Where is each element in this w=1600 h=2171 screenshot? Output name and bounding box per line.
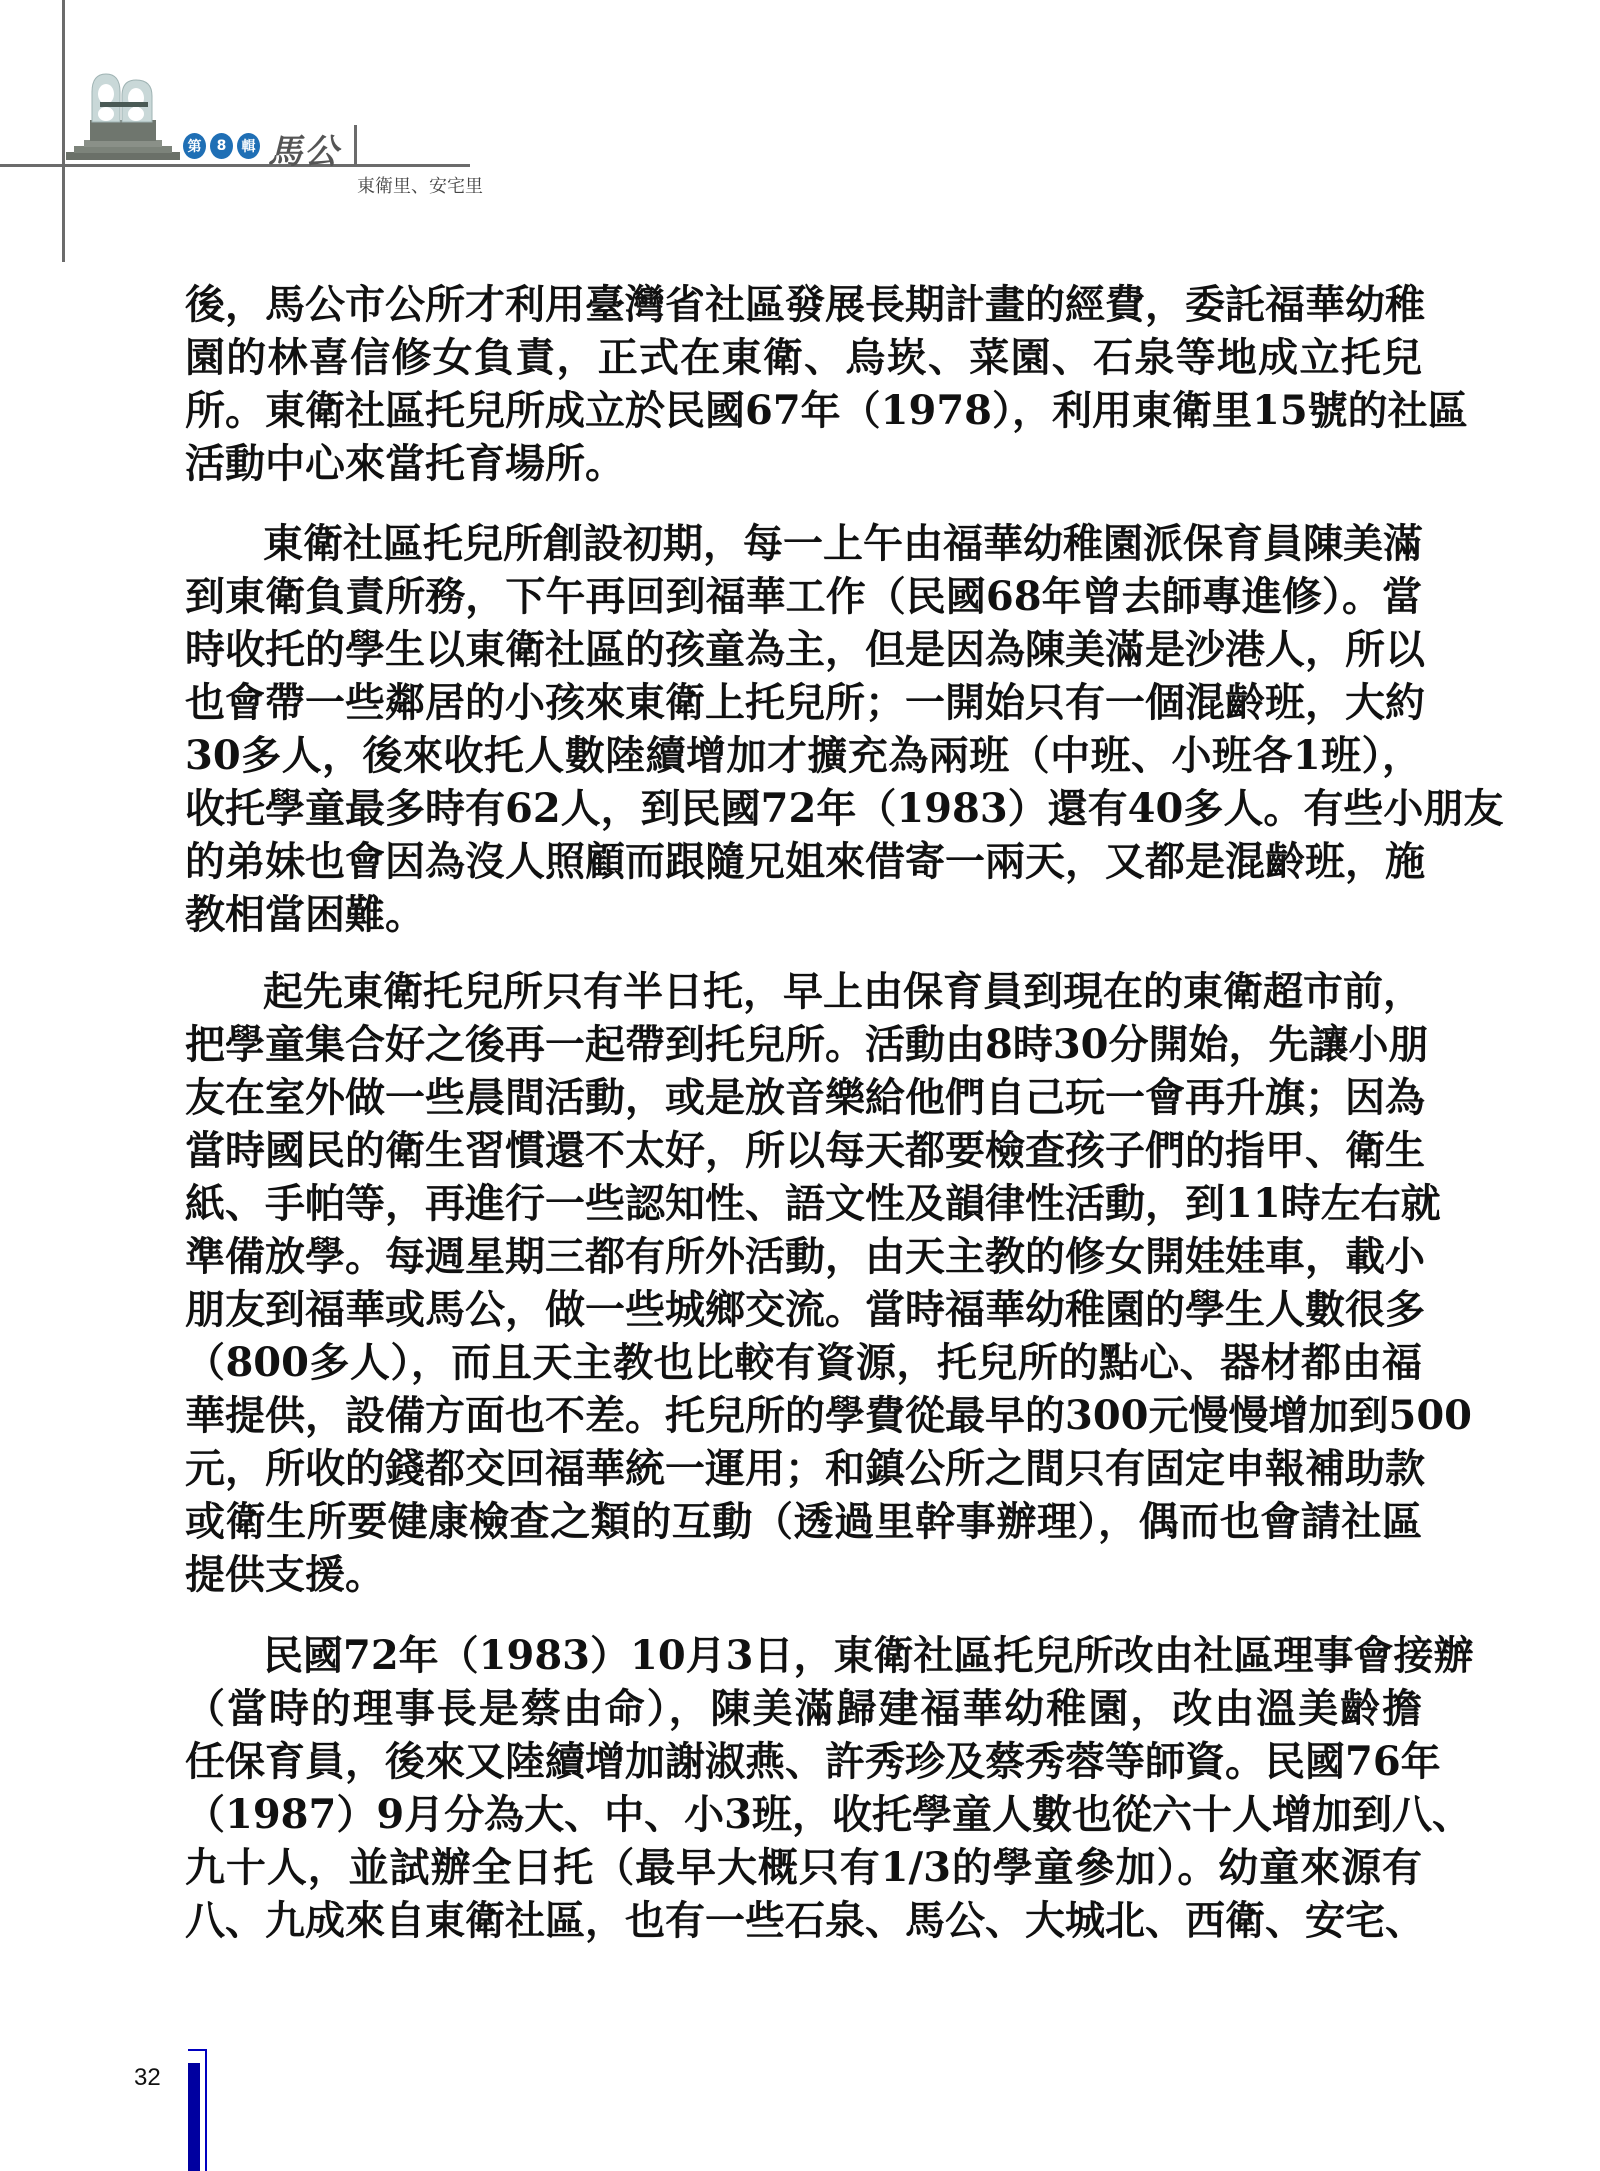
paragraph-line: 當時國民的衛生習慣還不太好，所以每天都要檢查孩子們的指甲、衛生 bbox=[185, 1127, 1425, 1174]
paragraph-line: 朋友到福華或馬公，做一些城鄉交流。當時福華幼稚園的學生人數很多 bbox=[185, 1286, 1425, 1333]
header-separator bbox=[354, 125, 357, 165]
paragraph-line: 到東衛負責所務，下午再回到福華工作（民國68年曾去師專進修）。當 bbox=[185, 573, 1422, 620]
paragraph-line: 八、九成來自東衛社區，也有一些石泉、馬公、大城北、西衛、安宅、 bbox=[185, 1897, 1425, 1944]
paragraph-line: 所。東衛社區托兒所成立於民國67年（1978），利用東衛里15號的社區 bbox=[185, 387, 1468, 434]
badge-char: 第 bbox=[183, 133, 206, 159]
header-horizontal-rule bbox=[0, 164, 470, 167]
paragraph-line: 的弟妹也會因為沒人照顧而跟隨兄姐來借寄一兩天，又都是混齡班，施 bbox=[185, 838, 1425, 885]
paragraph-line: 收托學童最多時有62人，到民國72年（1983）還有40多人。有些小朋友 bbox=[185, 785, 1504, 832]
paragraph-line: 元，所收的錢都交回福華統一運用；和鎮公所之間只有固定申報補助款 bbox=[185, 1445, 1425, 1492]
page-frame-line bbox=[188, 2049, 207, 2051]
volume-badge bbox=[183, 133, 260, 159]
badge-char: 輯 bbox=[237, 133, 260, 159]
paragraph-line: 時收托的學生以東衛社區的孩童為主，但是因為陳美滿是沙港人，所以 bbox=[185, 626, 1425, 673]
paragraph-line: （1987）9月分為大、中、小3班，收托學童人數也從六十人增加到八、 bbox=[185, 1791, 1472, 1838]
paragraph-line: 起先東衛托兒所只有半日托，早上由保育員到現在的東衛超市前， bbox=[263, 968, 1423, 1015]
paragraph-line: 也會帶一些鄰居的小孩來東衛上托兒所；一開始只有一個混齡班，大約 bbox=[185, 679, 1425, 726]
paragraph-line: 紙、手帕等，再進行一些認知性、語文性及韻律性活動，到11時左右就 bbox=[185, 1180, 1441, 1227]
margin-vertical-rule bbox=[62, 0, 65, 262]
chapter-subtitle: 東衛里、安宅里 bbox=[357, 176, 483, 197]
paragraph-line: 準備放學。每週星期三都有所外活動，由天主教的修女開娃娃車，載小 bbox=[185, 1233, 1425, 1280]
paragraph-line: 東衛社區托兒所創設初期，每一上午由福華幼稚園派保育員陳美滿 bbox=[263, 520, 1423, 567]
paragraph-line: （800多人），而且天主教也比較有資源，托兒所的點心、器材都由福 bbox=[185, 1339, 1422, 1386]
monument-logo-icon bbox=[66, 72, 180, 160]
paragraph-line: 或衛生所要健康檢查之類的互動（透過里幹事辦理），偶而也會請社區 bbox=[185, 1498, 1422, 1545]
paragraph-line: 友在室外做一些晨間活動，或是放音樂給他們自己玩一會再升旗；因為 bbox=[185, 1074, 1425, 1121]
page-number: 32 bbox=[134, 2064, 161, 2091]
paragraph-line: 後，馬公市公所才利用臺灣省社區發展長期計畫的經費，委託福華幼稚 bbox=[185, 281, 1425, 328]
badge-number: 8 bbox=[210, 133, 233, 159]
paragraph-line: 園的林喜信修女負責，正式在東衛、烏崁、菜園、石泉等地成立托兒 bbox=[185, 334, 1422, 381]
paragraph-line: 30多人，後來收托人數陸續增加才擴充為兩班（中班、小班各1班）， bbox=[185, 732, 1422, 779]
paragraph-line: 民國72年（1983）10月3日，東衛社區托兒所改由社區理事會接辦 bbox=[263, 1632, 1474, 1679]
page-frame-line bbox=[205, 2049, 207, 2171]
paragraph-line: 華提供，設備方面也不差。托兒所的學費從最早的300元慢慢增加到500 bbox=[185, 1392, 1472, 1439]
paragraph-line: （當時的理事長是蔡由命），陳美滿歸建福華幼稚園，改由溫美齡擔 bbox=[185, 1685, 1422, 1732]
series-title: 馬公 bbox=[268, 132, 340, 172]
paragraph-line: 九十人，並試辦全日托（最早大概只有1/3的學童參加）。幼童來源有 bbox=[185, 1844, 1422, 1891]
paragraph-line: 把學童集合好之後再一起帶到托兒所。活動由8時30分開始，先讓小朋 bbox=[185, 1021, 1429, 1068]
paragraph-line: 提供支援。 bbox=[185, 1551, 385, 1598]
paragraph-line: 任保育員，後來又陸續增加謝淑燕、許秀珍及蔡秀蓉等師資。民國76年 bbox=[185, 1738, 1441, 1785]
paragraph-line: 教相當困難。 bbox=[185, 891, 425, 938]
paragraph-line: 活動中心來當托育場所。 bbox=[185, 440, 625, 487]
page-bar-decoration bbox=[188, 2063, 200, 2171]
